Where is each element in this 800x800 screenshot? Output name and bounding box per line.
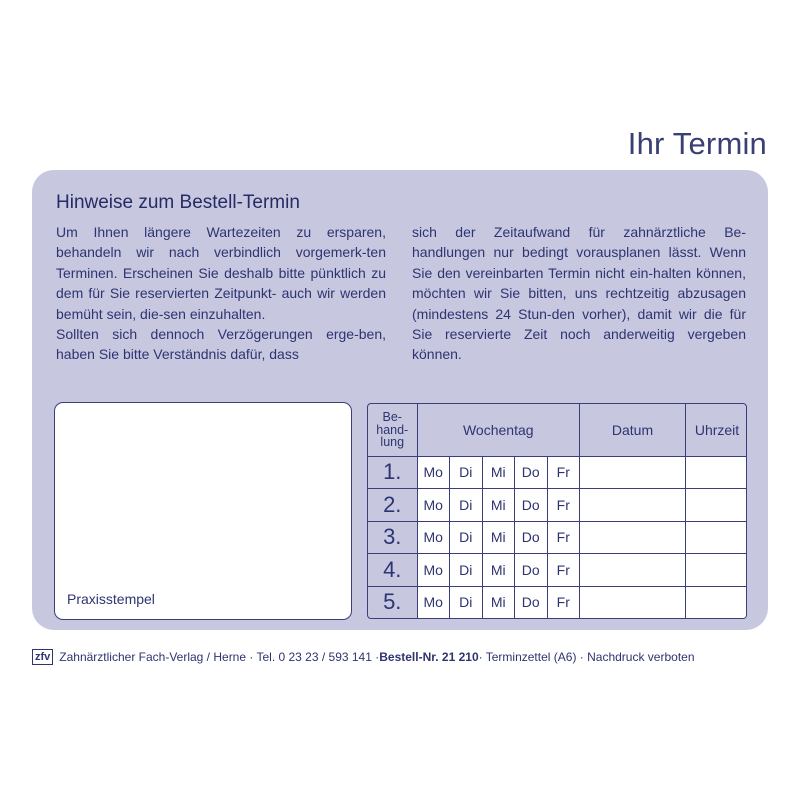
day-cell-do[interactable]: Do <box>515 554 548 587</box>
notice-paragraph-3: sich der Zeitaufwand für zahnärztliche Be-handlungen nur bedingt vorausplanen lässt. Wenn Sie den vereinbarten Termin nicht ein-halten können, möchten wir Sie bitten, uns rechtzeitig abzusagen (mindestens 24 Stun-den vorher), damit wir die für Sie reservierte Zeit noch anderweitig vergeben können. <box>412 224 746 363</box>
day-cell-mo[interactable]: Mo <box>417 521 450 554</box>
day-cell-mo[interactable]: Mo <box>417 489 450 522</box>
date-field[interactable] <box>580 521 686 554</box>
table-row <box>368 456 747 489</box>
day-cell-do[interactable]: Do <box>515 521 548 554</box>
date-field[interactable] <box>580 489 686 522</box>
header-behandlung-line: hand- <box>376 422 409 437</box>
row-number: 3. <box>368 521 417 554</box>
practice-stamp-box[interactable] <box>54 402 352 620</box>
time-field[interactable] <box>686 586 747 618</box>
day-cell-di[interactable]: Di <box>450 586 483 618</box>
day-cell-mo[interactable]: Mo <box>417 554 450 587</box>
table-row <box>368 521 747 554</box>
day-cell-fr[interactable]: Fr <box>547 489 580 522</box>
time-field[interactable] <box>686 489 747 522</box>
appointment-table <box>367 403 747 619</box>
notice-text-left <box>56 222 386 365</box>
zfv-logo: zfv <box>32 649 53 665</box>
day-cell-do[interactable]: Do <box>515 586 548 618</box>
header-behandlung <box>368 404 417 456</box>
time-field[interactable] <box>686 521 747 554</box>
day-cell-di[interactable]: Di <box>450 489 483 522</box>
day-cell-mi[interactable]: Mi <box>482 554 515 587</box>
stamp-label: Praxisstempel <box>67 591 155 607</box>
day-cell-fr[interactable]: Fr <box>547 554 580 587</box>
table-row <box>368 489 747 522</box>
footer-text-after: · Terminzettel (A6) · Nachdruck verboten <box>478 650 695 664</box>
time-field[interactable] <box>686 456 747 489</box>
header-uhrzeit: Uhrzeit <box>686 404 747 456</box>
notice-text-right <box>412 222 746 365</box>
day-cell-fr[interactable]: Fr <box>547 521 580 554</box>
day-cell-fr[interactable]: Fr <box>547 586 580 618</box>
row-number: 2. <box>368 489 417 522</box>
day-cell-mi[interactable]: Mi <box>482 489 515 522</box>
header-behandlung-line: Be- <box>382 410 402 424</box>
day-cell-mo[interactable]: Mo <box>417 586 450 618</box>
day-cell-mi[interactable]: Mi <box>482 456 515 489</box>
day-cell-di[interactable]: Di <box>450 554 483 587</box>
footer-text-before: Zahnärztlicher Fach-Verlag / Herne · Tel. 0 23 23 / 593 141 · <box>59 650 380 664</box>
card-heading: Hinweise zum Bestell-Termin <box>56 192 300 213</box>
date-field[interactable] <box>580 586 686 618</box>
footer-order-number: Bestell-Nr. 21 210 <box>379 650 479 664</box>
date-field[interactable] <box>580 554 686 587</box>
header-datum: Datum <box>580 404 686 456</box>
publisher-footer <box>32 648 772 666</box>
page-title: Ihr Termin <box>627 126 767 161</box>
notice-paragraph-2: Sollten sich dennoch Verzögerungen erge-ben, haben Sie bitte Verständnis dafür, dass <box>56 326 386 363</box>
day-cell-mo[interactable]: Mo <box>417 456 450 489</box>
notice-paragraph-1: Um Ihnen längere Wartezeiten zu ersparen, behandeln wir nach verbindlich vorgemerk-ten Terminen. Erscheinen Sie deshalb bitte pünktlich zu dem für Sie reservierten Zeitpunkt- auch wir werden bemüht sein, die-sen einzuhalten. <box>56 224 386 322</box>
row-number: 1. <box>368 456 417 489</box>
day-cell-do[interactable]: Do <box>515 456 548 489</box>
time-field[interactable] <box>686 554 747 587</box>
day-cell-mi[interactable]: Mi <box>482 521 515 554</box>
row-number: 4. <box>368 554 417 587</box>
day-cell-di[interactable]: Di <box>450 521 483 554</box>
day-cell-fr[interactable]: Fr <box>547 456 580 489</box>
row-number: 5. <box>368 586 417 618</box>
date-field[interactable] <box>580 456 686 489</box>
header-wochentag: Wochentag <box>417 404 580 456</box>
day-cell-mi[interactable]: Mi <box>482 586 515 618</box>
table-row <box>368 586 747 618</box>
header-behandlung-line: lung <box>380 435 405 449</box>
day-cell-do[interactable]: Do <box>515 489 548 522</box>
table-row <box>368 554 747 587</box>
day-cell-di[interactable]: Di <box>450 456 483 489</box>
